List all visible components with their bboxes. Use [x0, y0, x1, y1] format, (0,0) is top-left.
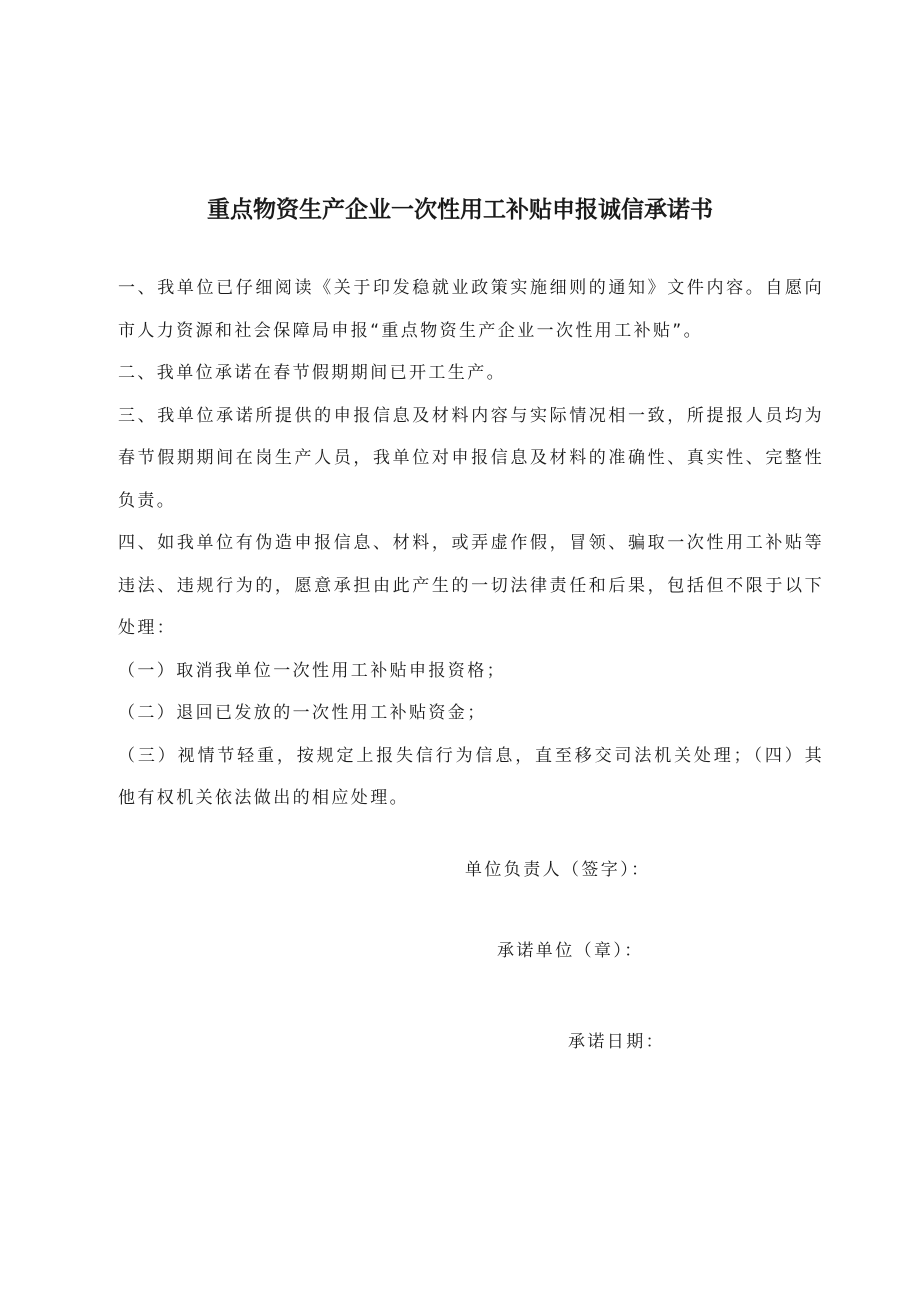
paragraph-4: 四、如我单位有伪造申报信息、材料，或弄虚作假，冒领、骗取一次性用工补贴等违法、违规行为的，愿意承担由此产生的一切法律责任和后果，包括但不限于以下处理：: [118, 533, 824, 638]
paragraph-2: 二、我单位承诺在春节假期期间已开工生产。: [118, 363, 506, 383]
paragraph-1: 一、我单位已仔细阅读《关于印发稳就业政策实施细则的通知》文件内容。自愿向市人力资源和社会保障局申报“重点物资生产企业一次性用工补贴”。: [118, 278, 824, 341]
paragraph-6: （二）退回已发放的一次性用工补贴资金；: [118, 703, 487, 723]
paragraph-3: 三、我单位承诺所提供的申报信息及材料内容与实际情况相一致，所提报人员均为春节假期期间在岗生产人员，我单位对申报信息及材料的准确性、真实性、完整性负责。: [118, 405, 824, 511]
document-body: [118, 267, 824, 820]
document-title: 重点物资生产企业一次性用工补贴申报诚信承诺书: [207, 197, 713, 223]
signature-unit-seal: 承诺单位（章）：: [497, 941, 644, 961]
signature-responsible-person: 单位负责人（签字）：: [465, 860, 651, 880]
paragraph-7: （三）视情节轻重，按规定上报失信行为信息，直至移交司法机关处理；（四）其他有权机关依法做出的相应处理。: [118, 745, 824, 808]
paragraph-5: （一）取消我单位一次性用工补贴申报资格；: [118, 660, 506, 681]
signature-date: 承诺日期：: [568, 1032, 665, 1052]
